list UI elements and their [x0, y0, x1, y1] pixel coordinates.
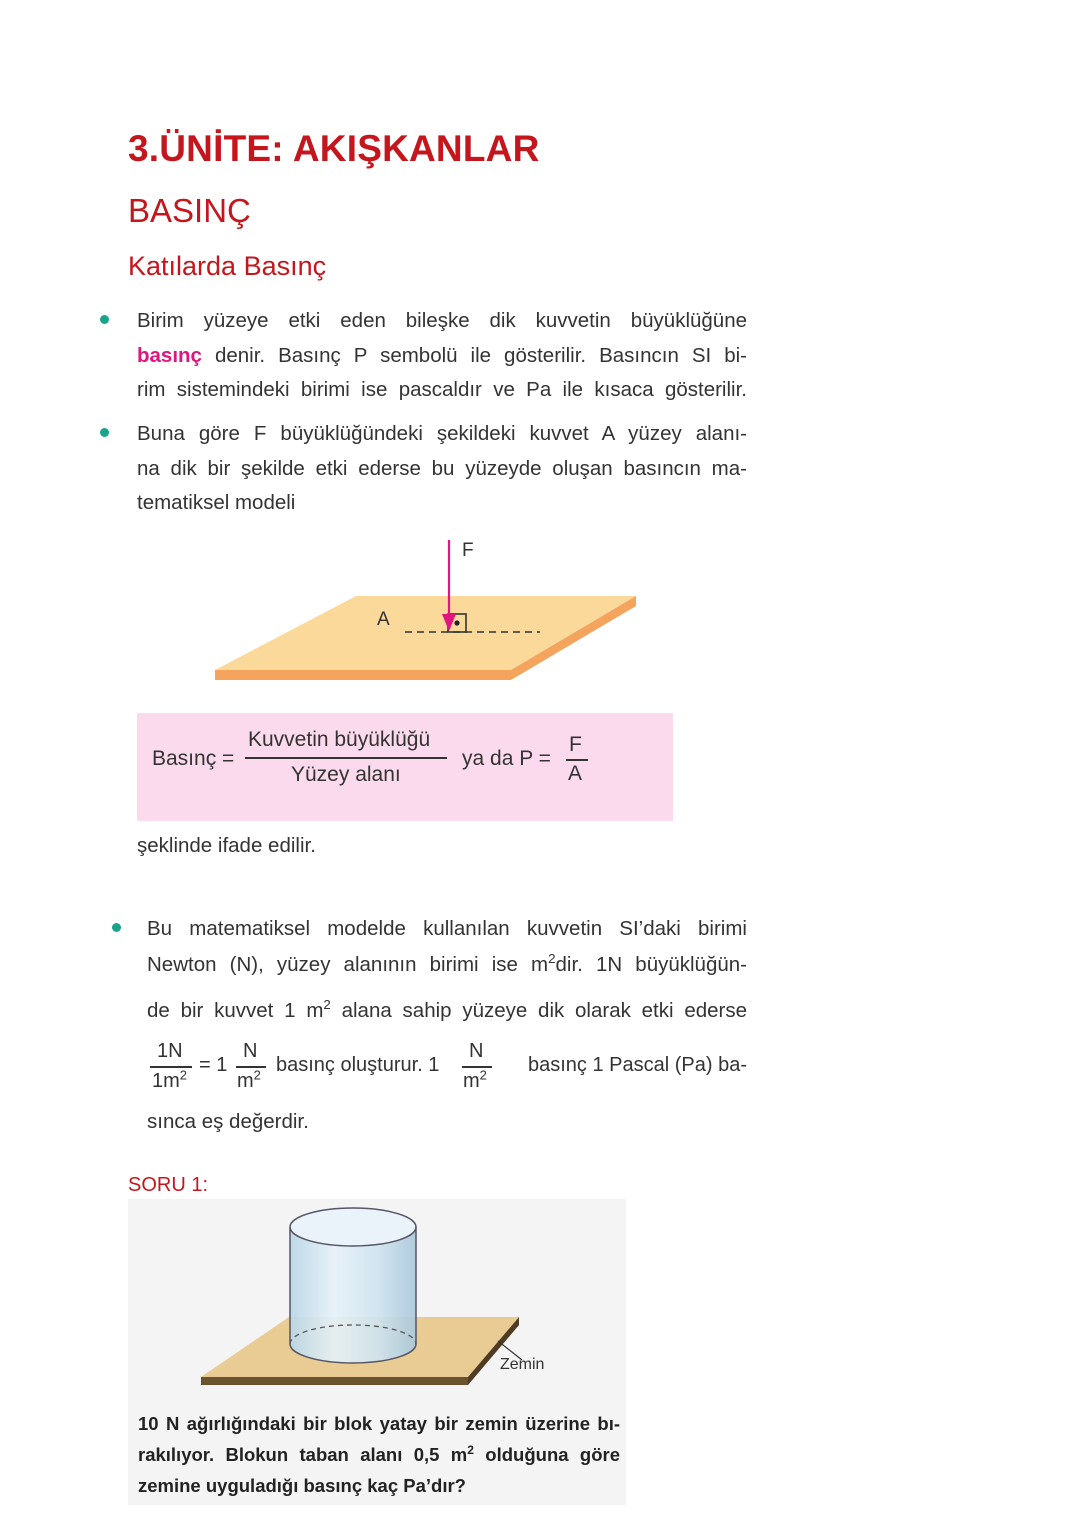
question-text: 10 N ağırlığındaki bir blok yatay bir zemin üzerine bı- rakılıyor. Blokun taban alanı 0,5 $m^2$ olduğuna göre zemine uyguladığı basınç kaç Pa’dır?	[138, 1408, 620, 1501]
plate-top	[215, 596, 636, 670]
plate-front-edge	[215, 670, 511, 680]
text-line: na dik bir şekilde etki ederse bu yüzeyde oluşan basıncın ma-	[137, 456, 747, 480]
fraction1-numerator: 1N	[157, 1040, 183, 1062]
formula-numerator: Kuvvetin büyüklüğü	[248, 728, 431, 751]
question-label: SORU 1:	[128, 1174, 209, 1196]
fraction-end-text: basınç 1 Pascal (Pa) ba-	[528, 1054, 747, 1076]
cylinder-body	[290, 1227, 416, 1363]
fraction2-numerator: N	[243, 1040, 258, 1062]
fraction3-denominator: m	[463, 1070, 480, 1092]
force-label: F	[462, 540, 474, 561]
paragraph-units: Bu matematiksel modelde kullanılan kuvvetin SI’daki birimi Newton (N), yüzey alanının birimi ise $m^2dir$. 1N büyüklüğün- de bir kuvvet 1 $m^2$ alana sahip yüzeye dik olarak etki ederse	[147, 911, 747, 1029]
pressure-plate-figure	[200, 530, 660, 700]
text-line: denir. Basınç P sembolü ile gösterilir. Basıncın SI bi-	[201, 343, 747, 367]
highlight-term: basınç	[137, 343, 202, 367]
fraction-bar	[245, 757, 447, 759]
formula-a: A	[568, 762, 583, 785]
ground-front-edge	[201, 1377, 468, 1385]
text-line: sınca eş değerdir.	[147, 1110, 309, 1133]
text-line: Bu matematiksel modelde kullanılan kuvvetin SI’daki birimi	[147, 917, 747, 940]
equals-one: = 1	[199, 1054, 228, 1076]
fraction2-denominator: m	[237, 1070, 254, 1092]
formula-caption: şeklinde ifade edilir.	[137, 834, 316, 857]
fraction-bar	[462, 1066, 492, 1068]
ground-label: Zemin	[500, 1356, 545, 1373]
text-line: zemine uyguladığı basınç kaç Pa’dır?	[138, 1475, 466, 1496]
paragraph-model	[137, 417, 747, 521]
contact-dot	[454, 620, 459, 625]
section-title: BASINÇ	[128, 192, 251, 229]
cylinder-top	[290, 1208, 416, 1246]
subsection-title: Katılarda Basınç	[128, 251, 327, 281]
fraction1-denominator: 1m	[152, 1070, 180, 1092]
text-line: rim sistemindeki birimi ise pascaldır ve Pa ile kısaca gösterilir.	[137, 378, 747, 401]
formula-f: F	[569, 733, 582, 756]
fraction-mid-text: basınç oluşturur. 1	[276, 1054, 440, 1076]
bullet-dot	[100, 428, 109, 437]
formula-or: ya da P =	[462, 747, 551, 770]
fraction3-numerator: N	[469, 1040, 484, 1062]
fraction-bar	[566, 759, 588, 761]
text-line: Buna göre F büyüklüğündeki şekildeki kuvvet A yüzey alanı-	[137, 422, 747, 445]
cylinder-block-figure	[128, 1199, 626, 1399]
formula-lhs: Basınç =	[152, 747, 235, 770]
text-line: 10 N ağırlığındaki bir blok yatay bir zemin üzerine bı-	[138, 1413, 620, 1434]
fraction-bar	[236, 1066, 266, 1068]
paragraph-definition	[137, 304, 747, 408]
area-label: A	[377, 609, 390, 630]
bullet-dot	[100, 315, 109, 324]
text-line: Birim yüzeye etki eden bileşke dik kuvvetin büyüklüğüne	[137, 309, 747, 332]
formula-denominator: Yüzey alanı	[291, 763, 401, 786]
bullet-dot	[112, 923, 121, 932]
text-line: tematiksel modeli	[137, 491, 296, 514]
unit-title: 3.ÜNİTE: AKIŞKANLAR	[128, 128, 540, 169]
